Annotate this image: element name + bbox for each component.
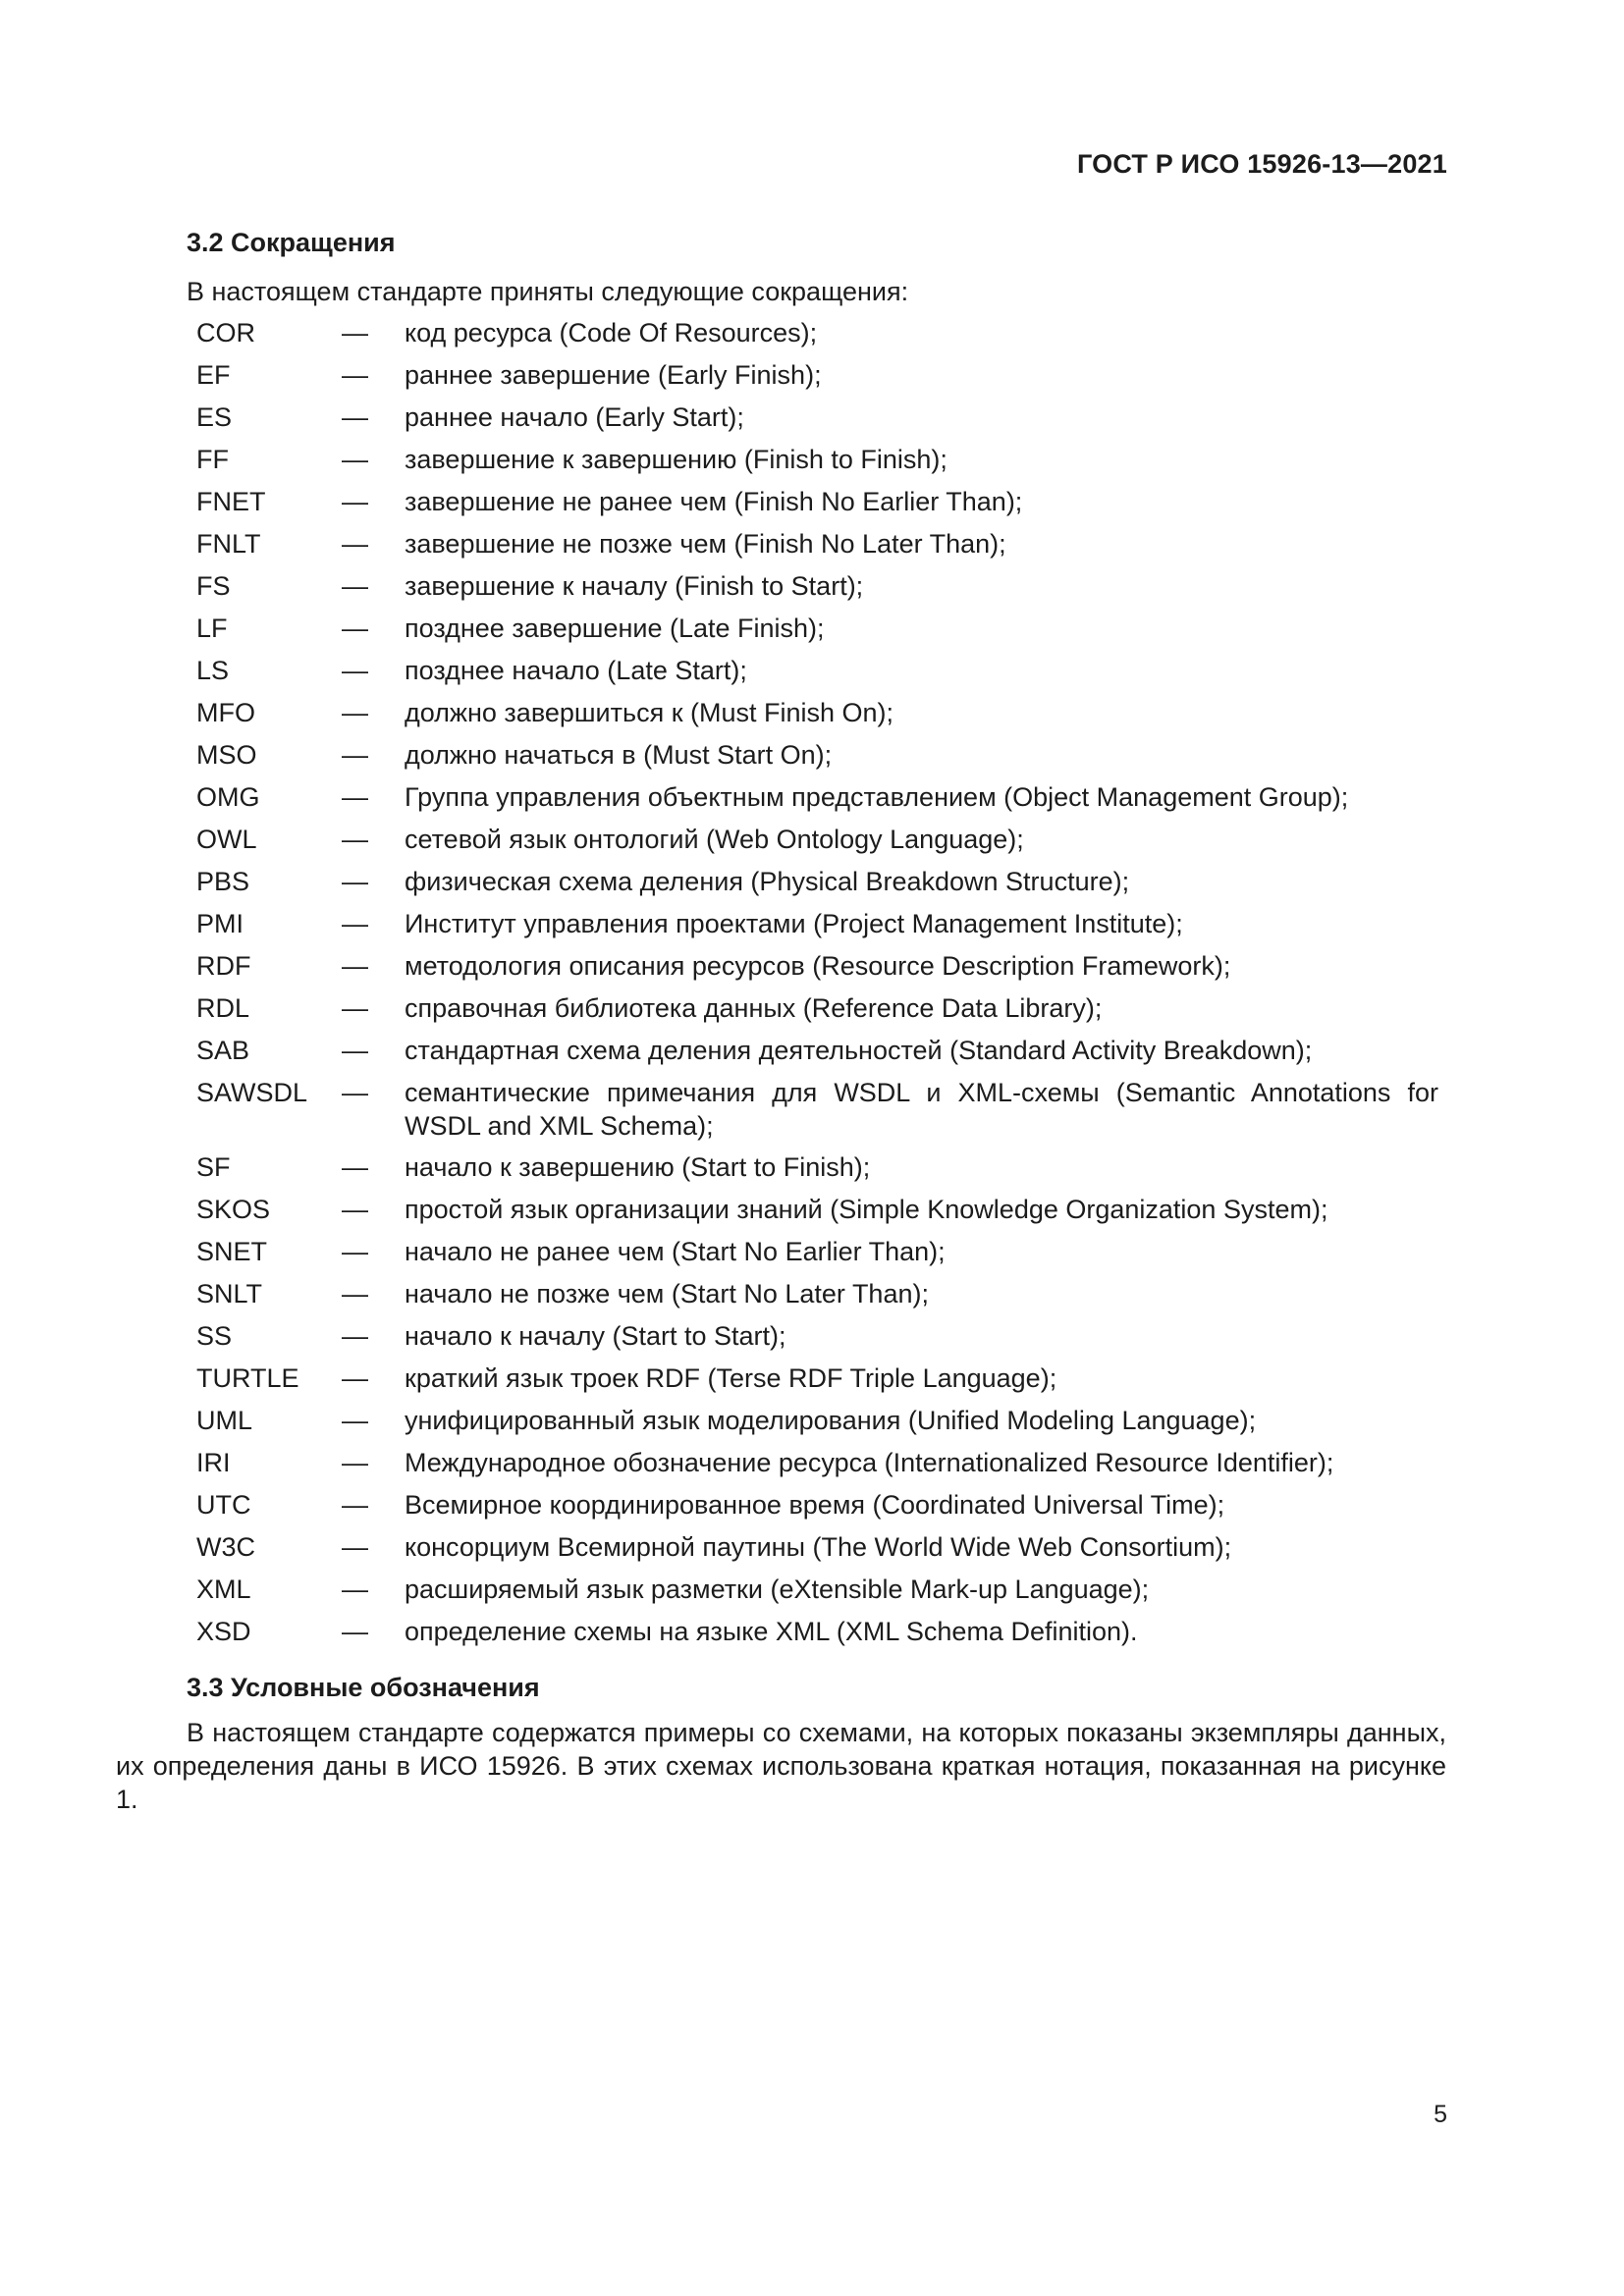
abbreviation-dash: — xyxy=(342,782,368,812)
abbreviation-row xyxy=(196,612,1438,654)
abbreviation-code: SNET xyxy=(196,1237,268,1266)
abbreviation-dash: — xyxy=(342,951,368,981)
abbreviation-code: OWL xyxy=(196,825,257,854)
abbreviation-dash: — xyxy=(342,698,368,727)
abbreviation-row xyxy=(196,654,1438,696)
abbreviation-definition: завершение к завершению (Finish to Finish); xyxy=(405,445,947,474)
abbreviation-dash: — xyxy=(342,402,368,432)
abbreviation-dash: — xyxy=(342,993,368,1023)
abbreviation-dash: — xyxy=(342,1078,368,1107)
abbreviation-row xyxy=(196,738,1438,780)
abbreviation-row xyxy=(196,1488,1438,1530)
abbreviation-code: PBS xyxy=(196,867,250,896)
abbreviation-row xyxy=(196,1076,1438,1150)
abbreviation-code: ES xyxy=(196,402,233,432)
abbreviation-row xyxy=(196,1362,1438,1404)
abbreviation-code: FNET xyxy=(196,487,266,516)
abbreviation-row xyxy=(196,1193,1438,1235)
abbreviation-row xyxy=(196,1404,1438,1446)
abbreviation-code: FF xyxy=(196,445,229,474)
abbreviation-code: XSD xyxy=(196,1617,251,1646)
abbreviation-code: UTC xyxy=(196,1490,251,1520)
abbreviation-dash: — xyxy=(342,909,368,938)
abbreviation-row xyxy=(196,907,1438,949)
abbreviation-definition: начало к завершению (Start to Finish); xyxy=(405,1152,871,1182)
abbreviation-definition: консорциум Всемирной паутины (The World Wide Web Consortium); xyxy=(405,1532,1232,1562)
abbreviation-definition: начало к началу (Start to Start); xyxy=(405,1321,786,1351)
abbreviation-code: XML xyxy=(196,1575,251,1604)
abbreviation-code: FS xyxy=(196,571,231,601)
abbreviation-definition: позднее начало (Late Start); xyxy=(405,656,747,685)
abbreviation-code: W3C xyxy=(196,1532,255,1562)
abbreviation-code: FNLT xyxy=(196,529,261,559)
abbreviation-row xyxy=(196,485,1438,527)
abbreviation-code: TURTLE xyxy=(196,1363,299,1393)
abbreviation-definition: код ресурса (Code Of Resources); xyxy=(405,318,818,347)
abbreviation-dash: — xyxy=(342,867,368,896)
abbreviation-row xyxy=(196,1235,1438,1277)
abbreviation-dash: — xyxy=(342,1448,368,1477)
abbreviation-dash: — xyxy=(342,1279,368,1308)
abbreviation-code: RDF xyxy=(196,951,251,981)
abbreviation-dash: — xyxy=(342,656,368,685)
abbreviation-row xyxy=(196,1573,1438,1615)
abbreviation-code: MFO xyxy=(196,698,255,727)
document-id-header: ГОСТ Р ИСО 15926-13—2021 xyxy=(1077,149,1447,179)
abbreviation-code: OMG xyxy=(196,782,260,812)
abbreviation-dash: — xyxy=(342,1195,368,1224)
abbreviation-code: LF xyxy=(196,614,228,643)
abbreviation-code: LS xyxy=(196,656,230,685)
abbreviation-definition: Группа управления объектным представлением (Object Management Group); xyxy=(405,782,1349,812)
abbreviation-row xyxy=(196,696,1438,738)
abbreviation-row xyxy=(196,569,1438,612)
abbreviation-dash: — xyxy=(342,1617,368,1646)
abbreviation-definition: начало не ранее чем (Start No Earlier Than); xyxy=(405,1237,946,1266)
abbreviation-row xyxy=(196,1277,1438,1319)
abbreviation-definition: должно завершиться к (Must Finish On); xyxy=(405,698,894,727)
abbreviation-row xyxy=(196,527,1438,569)
abbreviation-dash: — xyxy=(342,614,368,643)
abbreviation-row xyxy=(196,1150,1438,1193)
abbreviation-dash: — xyxy=(342,1575,368,1604)
abbreviation-definition: простой язык организации знаний (Simple Knowledge Organization System); xyxy=(405,1195,1328,1224)
abbreviation-row xyxy=(196,443,1438,485)
abbreviation-code: SF xyxy=(196,1152,231,1182)
abbreviation-definition: Международное обозначение ресурса (Internationalized Resource Identifier); xyxy=(405,1448,1334,1477)
abbreviation-row xyxy=(196,1615,1438,1657)
abbreviation-definition: завершение не ранее чем (Finish No Earlier Than); xyxy=(405,487,1023,516)
page-number: 5 xyxy=(1434,2101,1447,2128)
abbreviation-dash: — xyxy=(342,740,368,770)
abbreviation-dash: — xyxy=(342,445,368,474)
abbreviation-definition: физическая схема деления (Physical Breakdown Structure); xyxy=(405,867,1130,896)
abbreviation-row xyxy=(196,1530,1438,1573)
abbreviation-definition: должно начаться в (Must Start On); xyxy=(405,740,833,770)
abbreviation-row xyxy=(196,316,1438,358)
abbreviation-definition: Всемирное координированное время (Coordinated Universal Time); xyxy=(405,1490,1225,1520)
abbreviation-definition: унифицированный язык моделирования (Unified Modeling Language); xyxy=(405,1406,1257,1435)
abbreviation-dash: — xyxy=(342,529,368,559)
abbreviation-definition: завершение к началу (Finish to Start); xyxy=(405,571,864,601)
abbreviation-definition: сетевой язык онтологий (Web Ontology Language); xyxy=(405,825,1024,854)
abbreviation-dash: — xyxy=(342,1321,368,1351)
abbreviation-code: PMI xyxy=(196,909,244,938)
abbreviation-definition: раннее завершение (Early Finish); xyxy=(405,360,822,390)
symbols-paragraph: В настоящем стандарте содержатся примеры со схемами, на которых показаны экземпляры данных, их определения даны в ИСО 15926. В этих схемах использована краткая нотация, показанная на рисунке 1. xyxy=(116,1718,1446,1814)
abbreviation-row xyxy=(196,1319,1438,1362)
abbreviation-code: EF xyxy=(196,360,231,390)
abbreviation-row xyxy=(196,780,1438,823)
abbreviation-dash: — xyxy=(342,1490,368,1520)
abbreviation-definition: стандартная схема деления деятельностей (Standard Activity Breakdown); xyxy=(405,1036,1313,1065)
abbreviation-definition: раннее начало (Early Start); xyxy=(405,402,744,432)
abbreviation-row xyxy=(196,1034,1438,1076)
abbreviation-dash: — xyxy=(342,825,368,854)
abbreviation-definition: начало не позже чем (Start No Later Than); xyxy=(405,1279,929,1308)
abbreviation-definition: определение схемы на языке XML (XML Schema Definition). xyxy=(405,1617,1138,1646)
abbreviation-row xyxy=(196,991,1438,1034)
abbreviation-row xyxy=(196,400,1438,443)
abbreviation-row xyxy=(196,358,1438,400)
abbreviation-row xyxy=(196,823,1438,865)
abbreviation-code: SAWSDL xyxy=(196,1078,308,1107)
abbreviations-list xyxy=(196,316,1438,1657)
abbreviation-definition: справочная библиотека данных (Reference Data Library); xyxy=(405,993,1103,1023)
abbreviation-code: RDL xyxy=(196,993,250,1023)
abbreviation-code: SAB xyxy=(196,1036,250,1065)
abbreviation-dash: — xyxy=(342,1237,368,1266)
abbreviation-dash: — xyxy=(342,487,368,516)
abbreviation-definition: методология описания ресурсов (Resource Description Framework); xyxy=(405,951,1231,981)
section-heading-abbreviations: 3.2 Сокращения xyxy=(187,228,396,257)
abbreviation-dash: — xyxy=(342,318,368,347)
abbreviation-definition: расширяемый язык разметки (eXtensible Mark-up Language); xyxy=(405,1575,1150,1604)
abbreviation-definition: завершение не позже чем (Finish No Later Than); xyxy=(405,529,1006,559)
abbreviation-dash: — xyxy=(342,1406,368,1435)
abbreviations-intro: В настоящем стандарте приняты следующие сокращения: xyxy=(187,277,909,306)
abbreviation-code: IRI xyxy=(196,1448,231,1477)
abbreviation-dash: — xyxy=(342,360,368,390)
abbreviation-code: SKOS xyxy=(196,1195,271,1224)
abbreviation-row xyxy=(196,865,1438,907)
abbreviation-code: COR xyxy=(196,318,255,347)
abbreviation-dash: — xyxy=(342,1036,368,1065)
abbreviation-code: MSO xyxy=(196,740,257,770)
abbreviation-dash: — xyxy=(342,1363,368,1393)
abbreviation-definition: краткий язык троек RDF (Terse RDF Triple Language); xyxy=(405,1363,1057,1393)
abbreviation-dash: — xyxy=(342,1532,368,1562)
abbreviation-definition: позднее завершение (Late Finish); xyxy=(405,614,825,643)
abbreviation-row xyxy=(196,1446,1438,1488)
abbreviation-dash: — xyxy=(342,1152,368,1182)
abbreviation-dash: — xyxy=(342,571,368,601)
abbreviation-code: SS xyxy=(196,1321,233,1351)
section-heading-symbols: 3.3 Условные обозначения xyxy=(187,1673,540,1702)
abbreviation-row xyxy=(196,949,1438,991)
abbreviation-code: UML xyxy=(196,1406,253,1435)
abbreviation-definition: семантические примечания для WSDL и XML-схемы (Semantic Annotations for WSDL and XML Schema); xyxy=(405,1078,1438,1141)
abbreviation-code: SNLT xyxy=(196,1279,263,1308)
abbreviation-definition: Институт управления проектами (Project Management Institute); xyxy=(405,909,1183,938)
